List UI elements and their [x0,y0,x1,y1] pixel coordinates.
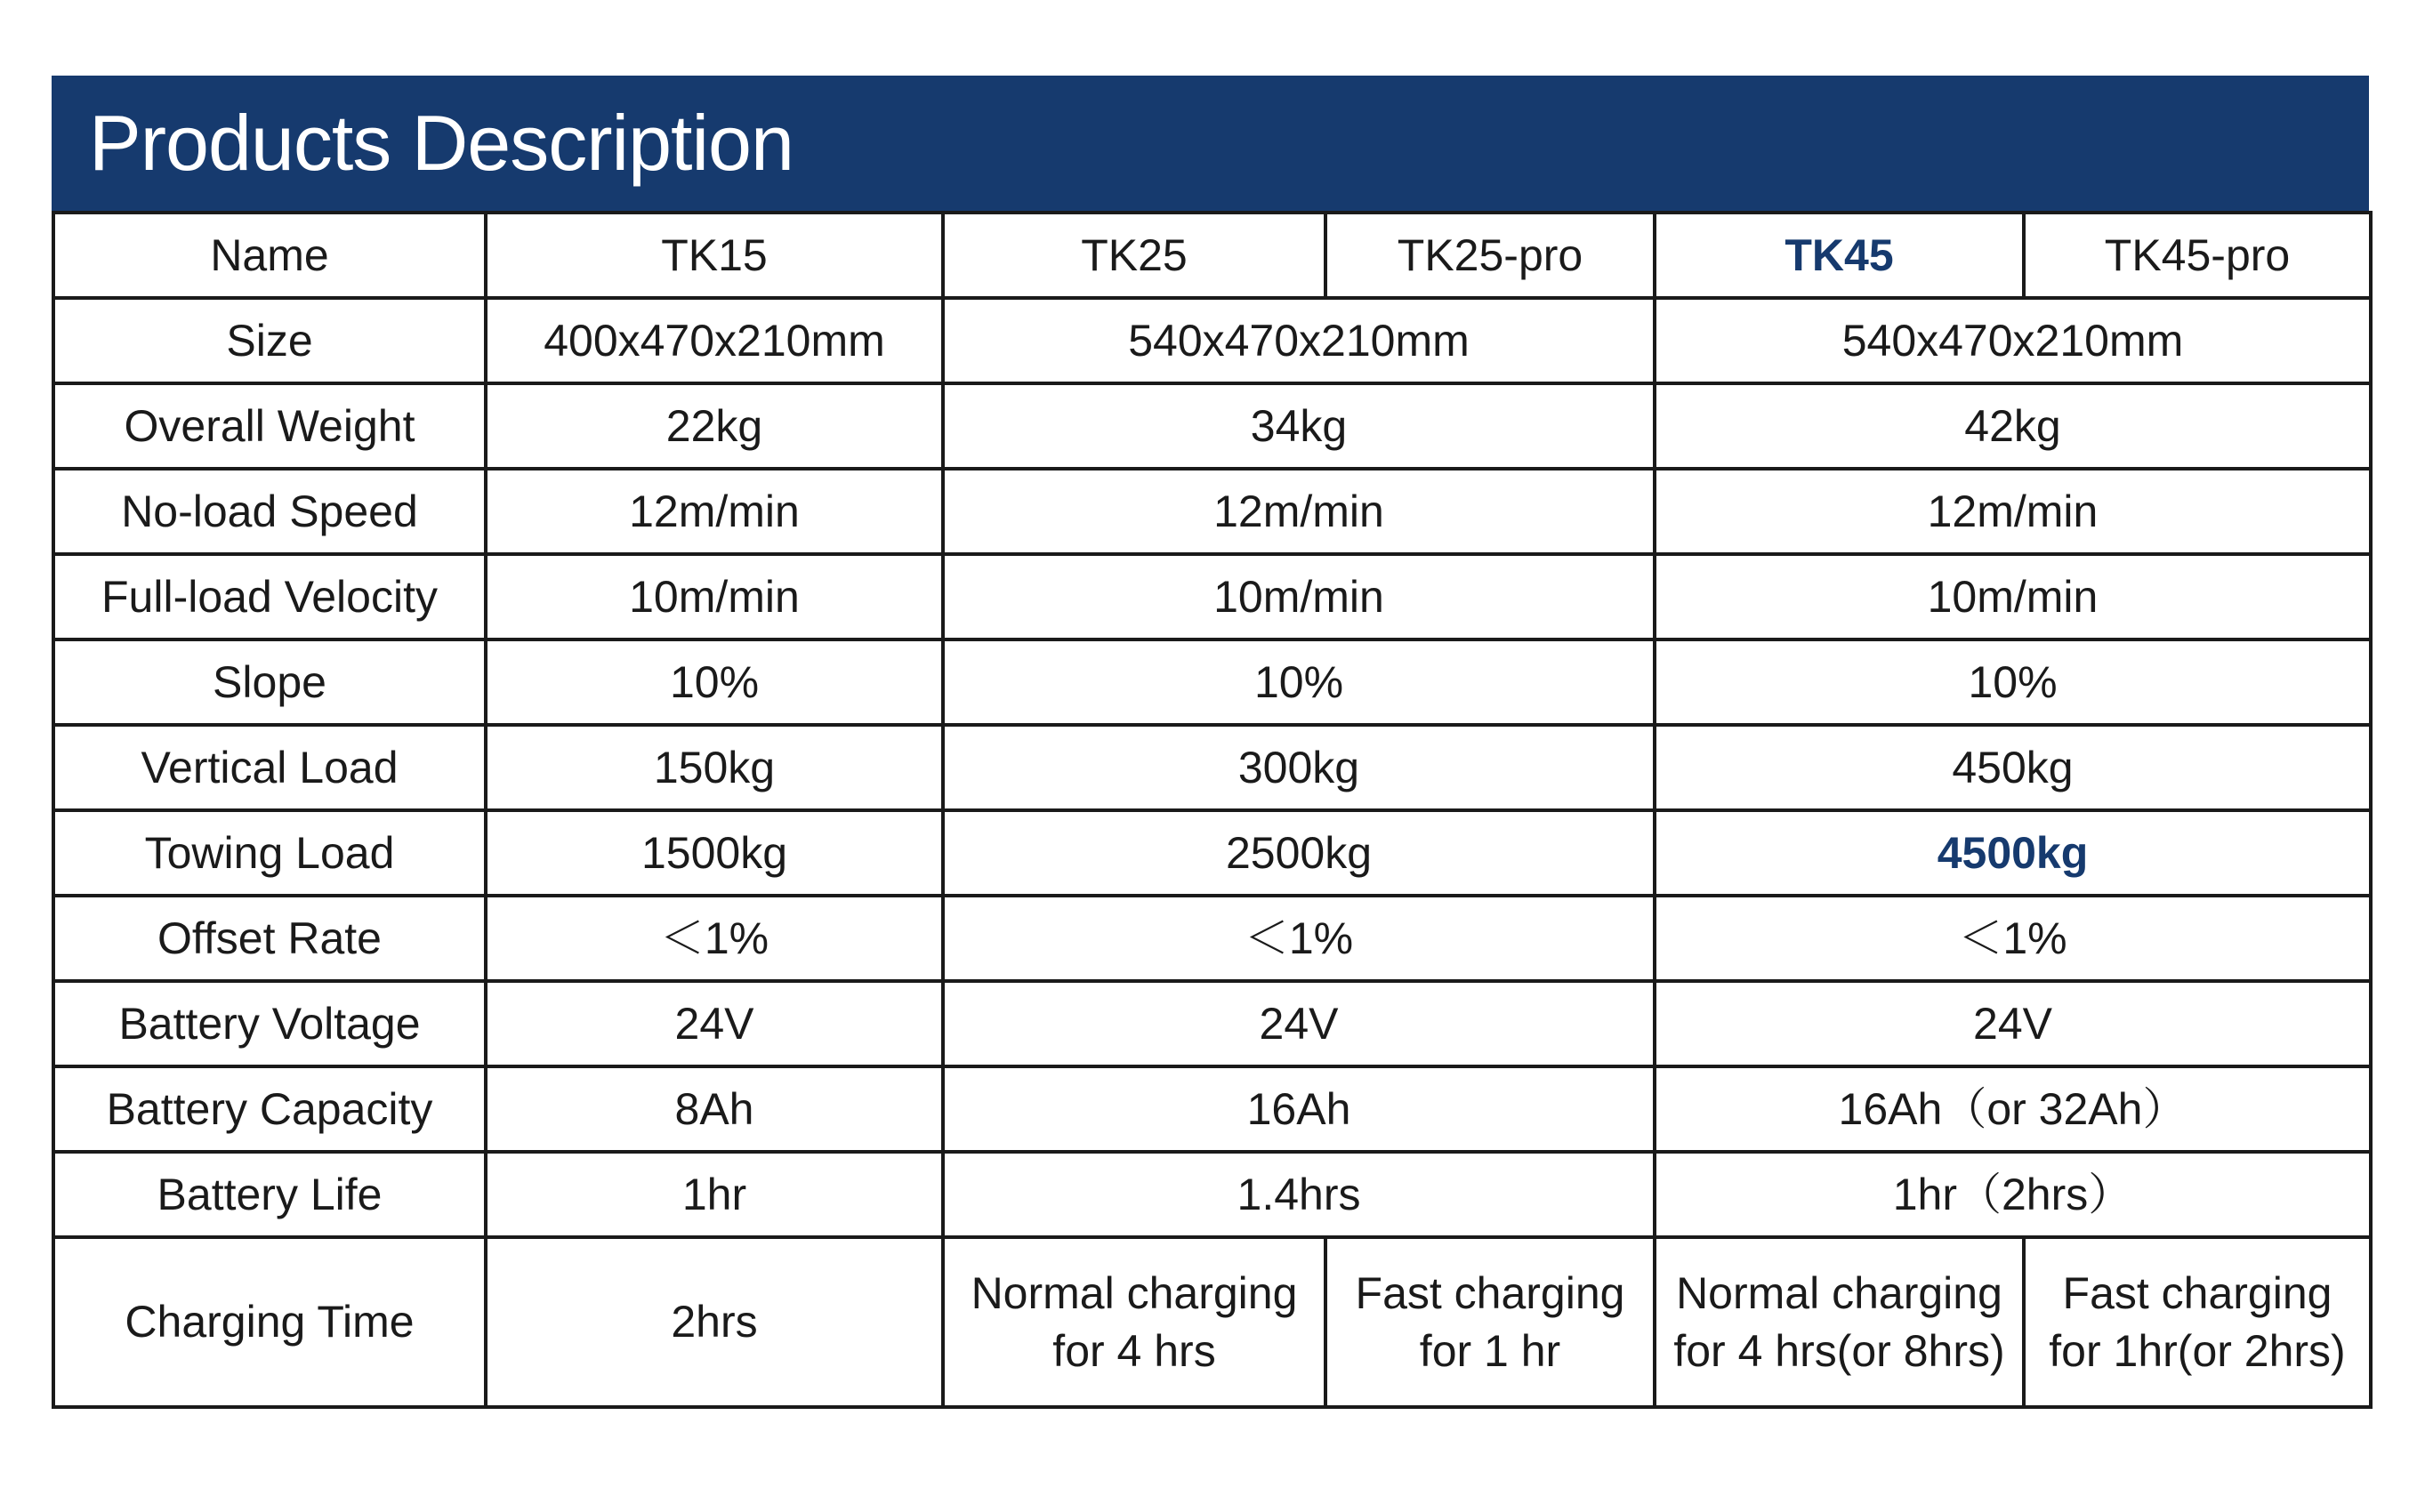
tk25-fast-charging [1325,1237,1655,1407]
model-tk45-pro: TK45-pro [2024,213,2371,298]
tk25-value: ＜1% [943,896,1655,981]
tk45-value: ＜1% [1655,896,2371,981]
table-row-charging [53,1237,2371,1407]
header-label: Name [53,213,486,298]
table-row [53,1066,2371,1152]
table-row [53,639,2371,725]
table-row [53,896,2371,981]
table-row [53,1152,2371,1237]
row-label: Full-load Velocity [53,554,486,639]
model-tk45: TK45 [1655,213,2024,298]
charging-line: for 1 hr [1419,1325,1561,1376]
tk45-value: 16Ah（or 32Ah） [1655,1066,2371,1152]
tk45-normal-charging [1655,1237,2024,1407]
tk15-value: ＜1% [486,896,943,981]
charging-line: Fast charging [1355,1267,1625,1318]
tk15-value: 24V [486,981,943,1066]
tk15-value: 400x470x210mm [486,298,943,383]
charging-line: Normal charging [971,1267,1298,1318]
tk45-value: 10% [1655,639,2371,725]
tk15-value: 8Ah [486,1066,943,1152]
tk45-value: 1hr（2hrs） [1655,1152,2371,1237]
page-title: Products Description [89,99,794,187]
tk25-value: 12m/min [943,469,1655,554]
tk15-value: 150kg [486,725,943,810]
table-row [53,810,2371,896]
charging-line: for 4 hrs [1052,1325,1216,1376]
spec-table [52,211,2373,1409]
tk25-value: 34kg [943,383,1655,469]
row-label: Battery Voltage [53,981,486,1066]
table-row [53,981,2371,1066]
tk45-value-highlight: 4500kg [1655,810,2371,896]
tk15-value: 1500kg [486,810,943,896]
row-label: No-load Speed [53,469,486,554]
tk45-value: 42kg [1655,383,2371,469]
tk25-value: 540x470x210mm [943,298,1655,383]
model-tk25-pro: TK25-pro [1325,213,1655,298]
row-label: Size [53,298,486,383]
tk25-value: 10m/min [943,554,1655,639]
tk15-value: 22kg [486,383,943,469]
row-label: Slope [53,639,486,725]
tk45-value: 12m/min [1655,469,2371,554]
tk45-fast-charging [2024,1237,2371,1407]
charging-line: Normal charging [1676,1267,2002,1318]
tk25-value: 24V [943,981,1655,1066]
row-label: Charging Time [53,1237,486,1407]
row-label: Vertical Load [53,725,486,810]
row-label: Battery Capacity [53,1066,486,1152]
table-header-row [53,213,2371,298]
charging-line: for 4 hrs(or 8hrs) [1673,1325,2005,1376]
row-label: Battery Life [53,1152,486,1237]
title-banner [52,76,2369,211]
tk15-value: 2hrs [486,1237,943,1407]
tk45-value: 24V [1655,981,2371,1066]
tk25-value: 16Ah [943,1066,1655,1152]
tk45-value: 540x470x210mm [1655,298,2371,383]
tk45-value: 10m/min [1655,554,2371,639]
tk15-value: 12m/min [486,469,943,554]
table-row [53,554,2371,639]
tk25-value: 2500kg [943,810,1655,896]
model-tk25: TK25 [943,213,1325,298]
row-label: Overall Weight [53,383,486,469]
row-label: Towing Load [53,810,486,896]
table-row [53,725,2371,810]
model-tk15: TK15 [486,213,943,298]
charging-line: for 1hr(or 2hrs) [2049,1325,2346,1376]
tk15-value: 1hr [486,1152,943,1237]
table-row [53,383,2371,469]
tk25-value: 1.4hrs [943,1152,1655,1237]
table-row [53,298,2371,383]
tk25-normal-charging [943,1237,1325,1407]
table-row [53,469,2371,554]
tk15-value: 10% [486,639,943,725]
tk25-value: 10% [943,639,1655,725]
tk45-value: 450kg [1655,725,2371,810]
row-label: Offset Rate [53,896,486,981]
tk25-value: 300kg [943,725,1655,810]
charging-line: Fast charging [2062,1267,2332,1318]
tk15-value: 10m/min [486,554,943,639]
